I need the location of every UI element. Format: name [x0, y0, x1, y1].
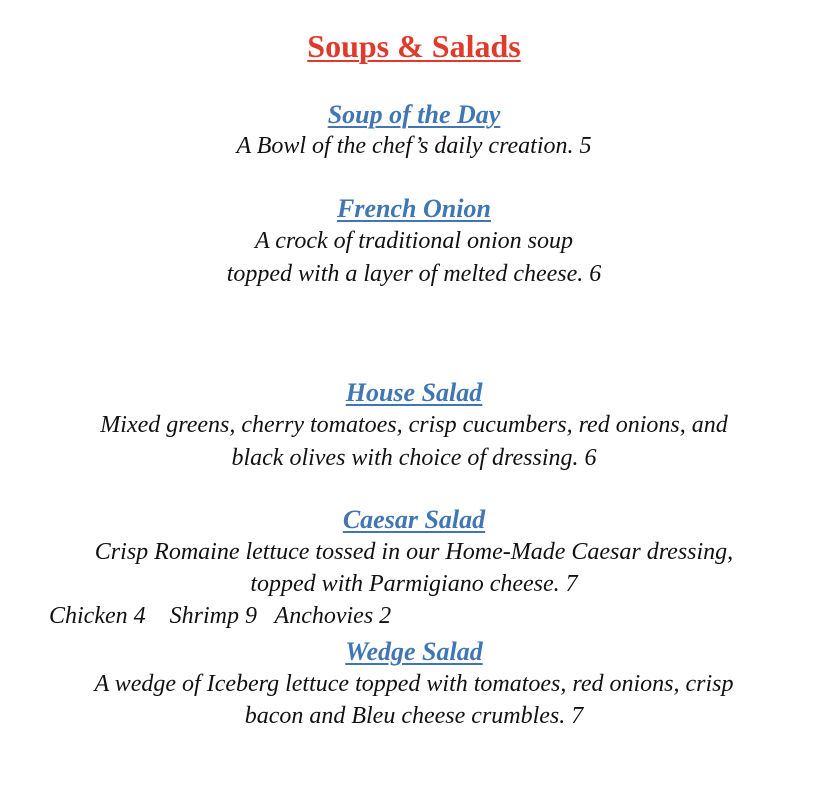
item-title-caesar-salad: Caesar Salad	[342, 505, 486, 534]
item-description-french-onion-line-2: topped with a layer of melted cheese. 6	[226, 261, 602, 287]
item-description-caesar-salad-line-2: topped with Parmigiano cheese. 7	[250, 571, 578, 597]
item-title-french-onion: French Onion	[337, 194, 491, 223]
item-description-wedge-salad-line-1: A wedge of Iceberg lettuce topped with tomatoes, red onions, crisp	[94, 671, 734, 697]
section-title: Soups & Salads	[307, 28, 521, 64]
item-description-house-salad-line-2: black olives with choice of dressing. 6	[231, 445, 597, 471]
item-description-soup-of-the-day: A Bowl of the chef’s daily creation. 5	[236, 133, 592, 159]
caesar-salad-addons: Chicken 4 Shrimp 9 Anchovies 2	[49, 603, 392, 629]
item-title-house-salad: House Salad	[345, 378, 483, 407]
item-description-french-onion-line-1: A crock of traditional onion soup	[255, 228, 573, 254]
item-description-wedge-salad-line-2: bacon and Bleu cheese crumbles. 7	[244, 703, 584, 729]
item-title-soup-of-the-day: Soup of the Day	[327, 100, 501, 129]
item-description-caesar-salad-line-1: Crisp Romaine lettuce tossed in our Home-Made Caesar dressing,	[94, 539, 734, 565]
item-title-wedge-salad: Wedge Salad	[345, 637, 483, 666]
item-description-house-salad-line-1: Mixed greens, cherry tomatoes, crisp cucumbers, red onions, and	[100, 412, 728, 438]
